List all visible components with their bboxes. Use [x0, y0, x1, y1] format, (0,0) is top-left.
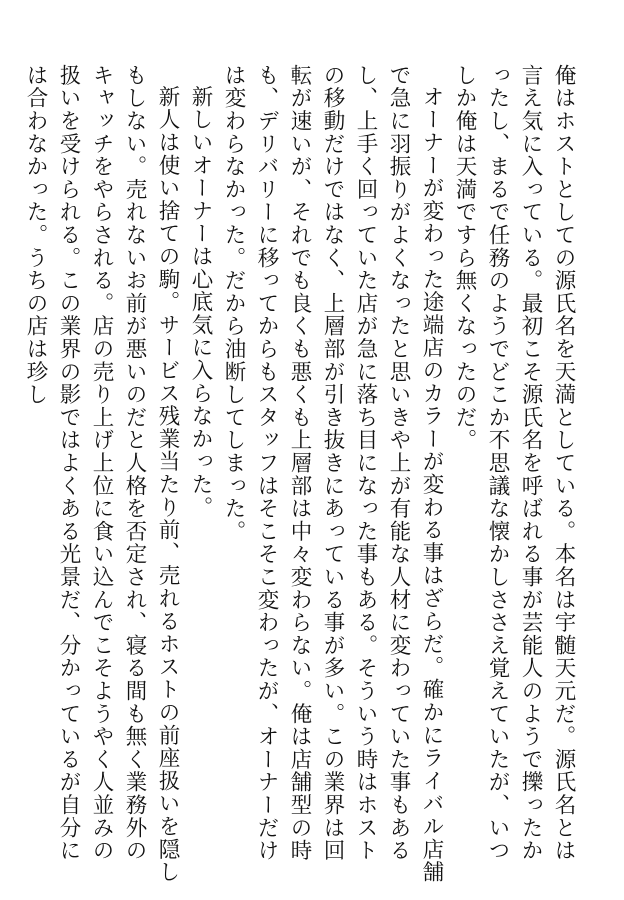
paragraph-1: 俺はホストとしての源氏名を天満としている。本名は宇髄天元だ。源氏名とは言え気に入っている。最初こそ源氏名を呼ばれる事が芸能人のようで擽ったかったし、まるで任務のようでどこか不思議な懐かしささえ覚えていたが、いつしか俺は天満ですら無くなったのだ。 [452, 64, 576, 862]
paragraph-4 [19, 64, 184, 884]
paragraph-2-text: オーナーが変わった途端店のカラーが変わる事はざらだ。確かにライバル店舗で急に羽振りがよくなったと思いきや上が有能な人材に変わっていた事もあるし、上手く回っていた店が急に落ち目になった事もある。そういう時はホストの移動だけではなく、上層部が引き抜きにあっている事が多い。この業界は回転が速いが、それでも良くも悪くも上層部は中々変わらない。俺は店舗型の時も、デリバリーに移ってからもスタッフはそこそこ変わったが、オーナーだけは変わらなかった。だから油断してしまった。 [221, 64, 444, 884]
paragraph-4-text: 新人は使い捨ての駒。サービス残業当たり前、売れるホストの前座扱いを隠しもしない。売れないお前が悪いのだと人格を否定され、寝る間も無く業務外のキャッチをやらされる。店の売り上げ上位に食い込んでこそようやく人並みの扱いを受けられる。この業界の影ではよくある光景だ、分かっているが自分には合わなかった。うちの店は珍し [23, 64, 180, 884]
vertical-text-body [19, 64, 580, 884]
paragraph-2 [217, 64, 448, 884]
paragraph-3 [184, 64, 217, 884]
paragraph-3-text: 新しいオーナーは心底気に入らなかった。 [188, 85, 213, 519]
